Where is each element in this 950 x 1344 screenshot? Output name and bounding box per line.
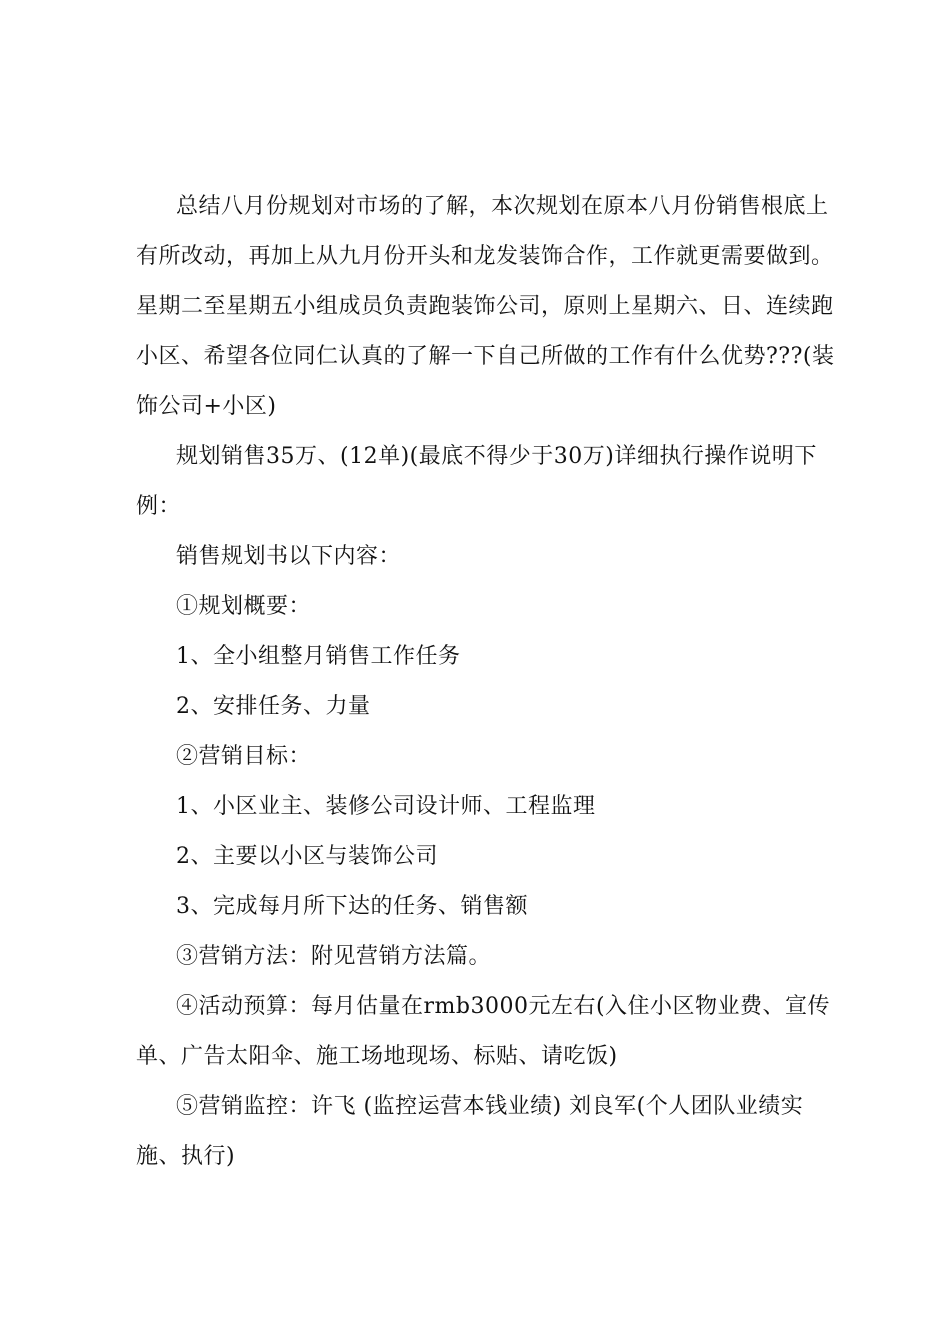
text-line: ⑤营销监控：许飞 (监控运营本钱业绩) 刘良军(个人团队业绩实 <box>176 1094 804 1119</box>
list-item: 2、安排任务、力量 <box>176 694 371 719</box>
text-line: 小区、希望各位同仁认真的了解一下自己所做的工作有什么优势???(装 <box>136 344 835 369</box>
section-heading-overview: ①规划概要： <box>176 594 312 619</box>
paragraph-budget <box>136 982 830 1082</box>
text-line: 有所改动，再加上从九月份开头和龙发装饰合作，工作就更需要做到。 <box>136 244 834 269</box>
section-heading-methods: ③营销方法：附见营销方法篇。 <box>176 944 492 969</box>
list-item: 3、完成每月所下达的任务、销售额 <box>176 894 528 919</box>
document-body <box>136 182 835 1182</box>
text-line: 例： <box>136 494 182 519</box>
paragraph-sales-plan <box>136 432 830 532</box>
text-line: 星期二至星期五小组成员负责跑装饰公司，原则上星期六、日、连续跑 <box>136 294 834 319</box>
section-heading-targets: ②营销目标： <box>176 744 312 769</box>
list-item: 1、全小组整月销售工作任务 <box>176 644 461 669</box>
text-line: 饰公司+小区) <box>136 394 277 419</box>
text-line: 单、广告太阳伞、施工场地现场、标贴、请吃饭) <box>136 1044 618 1069</box>
text-line: 规划销售35万、(12单)(最底不得少于30万)详细执行操作说明下 <box>176 444 817 469</box>
text-line: ④活动预算：每月估量在rmb3000元左右(入住小区物业费、宣传 <box>176 994 831 1019</box>
text-line: 总结八月份规划对市场的了解，本次规划在原本八月份销售根底上 <box>176 194 829 219</box>
list-heading: 销售规划书以下内容： <box>176 544 402 569</box>
text-line: 施、执行) <box>136 1144 236 1169</box>
paragraph-monitoring <box>136 1082 830 1182</box>
paragraph-intro <box>136 182 835 432</box>
list-item: 1、小区业主、装修公司设计师、工程监理 <box>176 794 596 819</box>
list-item: 2、主要以小区与装饰公司 <box>176 844 438 869</box>
